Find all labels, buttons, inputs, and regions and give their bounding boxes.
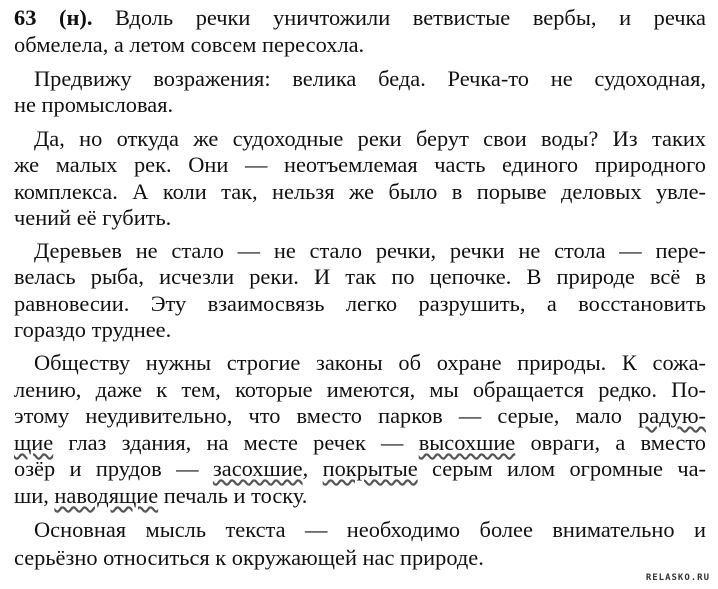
underlined-word: щие — [14, 430, 54, 455]
exercise-line-2: обмелела, а летом совсем пересохла. — [14, 32, 365, 57]
text-segment: серым илом огромные ча- — [417, 456, 706, 481]
underlined-word: наводящие — [54, 483, 159, 508]
paragraph-1-line-1: Предвижу возражения: велика беда. Речка-то не судоходная, — [34, 66, 706, 91]
paragraph-4-line-2 — [14, 377, 706, 403]
paragraph-5-line-2: серьёзно относиться к окружающей нас природе. — [14, 545, 484, 570]
text-segment: этому неудивительно, что вместо парков — серые, мало — [14, 403, 639, 428]
paragraph-4-line-1 — [34, 350, 706, 376]
exercise-number: 63 (н). — [14, 5, 93, 30]
underlined-word: засохшие — [212, 456, 303, 481]
paragraph-2-line-4: чений её губить. — [14, 205, 172, 230]
paragraph-3-line-3: равновесии. Эту взаимосвязь легко разрушить, а восстановить — [14, 291, 706, 316]
text-segment: , — [302, 456, 323, 481]
text-segment: озёр и прудов — — [14, 456, 213, 481]
paragraph-4-line-5 — [14, 456, 706, 482]
paragraph-4-line-3 — [14, 403, 706, 429]
text-segment: лению, даже к тем, которые имеются, мы обращается редко. По- — [14, 377, 706, 402]
underlined-word: высохшие — [418, 430, 516, 455]
text-segment: печаль и тоску. — [158, 483, 308, 508]
exercise-text: Вдоль речки уничтожили ветвистые вербы, и речка — [115, 5, 706, 30]
underlined-word: радую- — [638, 403, 706, 428]
paragraph-4-line-4 — [14, 430, 706, 456]
paragraph-3-line-1: Деревьев не стало — не стало речки, речки не стола — пере- — [34, 238, 706, 263]
paragraph-3-line-4: гораздо труднее. — [14, 317, 172, 342]
paragraph-2-line-2: же малых рек. Они — неотъемлемая часть единого природного — [14, 152, 706, 177]
text-segment: глаз здания, на месте речек — — [53, 430, 419, 455]
text-segment: ши, — [14, 483, 55, 508]
paragraph-2-line-1: Да, но откуда же судоходные реки берут свои воды? Из таких — [34, 126, 706, 151]
paragraph-4-line-6 — [14, 483, 307, 509]
paragraph-2-line-3: комплекса. А коли так, нельзя же было в порыве деловых увле- — [14, 179, 706, 204]
exercise-line-1 — [14, 5, 706, 31]
paragraph-5-line-1: Основная мысль текста — необходимо более внимательно и — [34, 517, 706, 542]
paragraph-3-line-2: велась рыба, исчезли реки. И так по цепочке. В природе всё в — [14, 264, 706, 289]
text-segment: Обществу нужны строгие законы об охране природы. К сожа- — [34, 350, 706, 375]
underlined-word: покрытые — [322, 456, 418, 481]
text-segment: овраги, а вместо — [515, 430, 707, 455]
watermark: RELASKO.RU — [645, 573, 710, 583]
paragraph-1-line-2: не промысловая. — [14, 92, 174, 117]
